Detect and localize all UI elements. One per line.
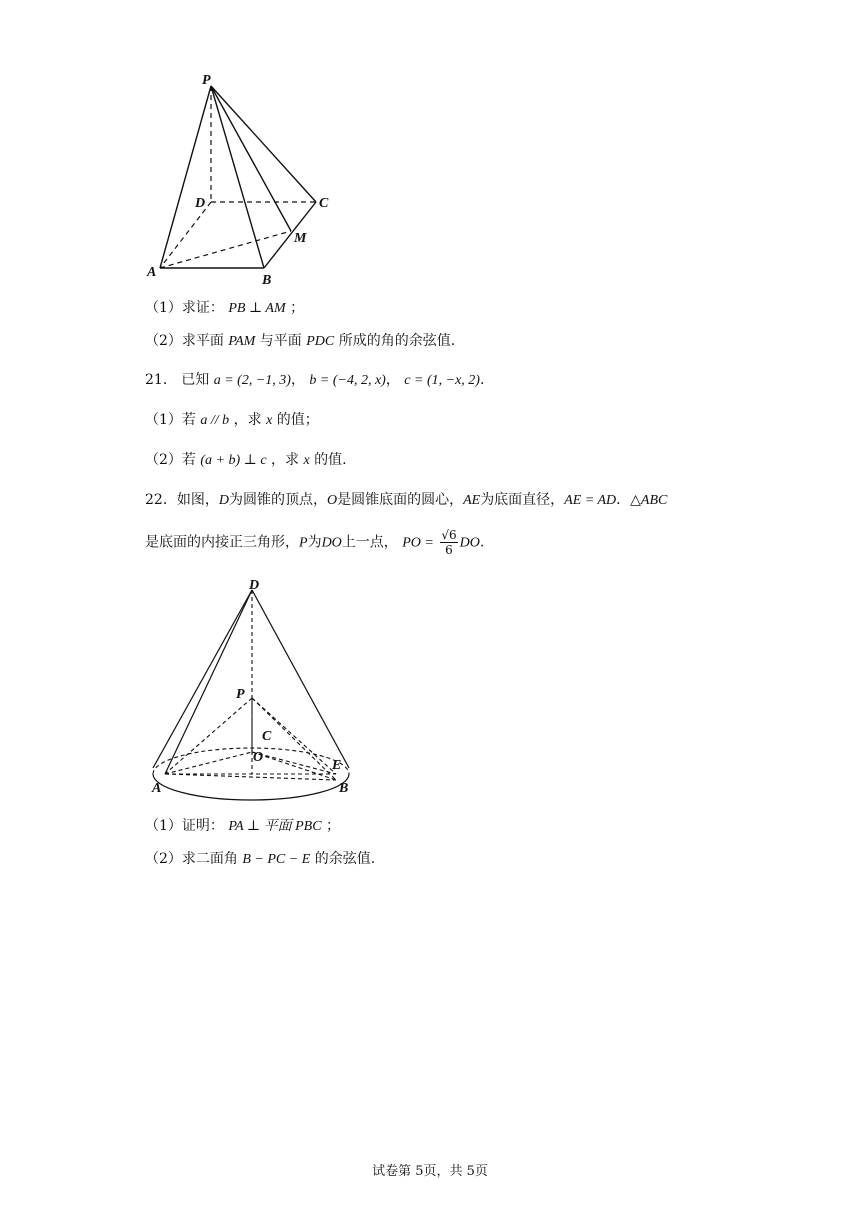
q21-number: 21． — [145, 372, 177, 388]
q21-c-def: c = (1, −x, 2) — [404, 373, 480, 388]
q21-end: . — [479, 372, 485, 388]
q22-sub2-math: B − PC − E — [242, 852, 311, 867]
q22-sub2-suffix: 的余弦值. — [314, 851, 376, 867]
q21-sub2-suffix: 的值. — [314, 452, 347, 468]
edge-AM — [160, 231, 291, 268]
q22-l2-PO: PO = — [402, 535, 434, 551]
label-C: C — [262, 729, 272, 744]
q22-sub1 — [145, 816, 340, 837]
q22-sub2-prefix: （2）求二面角 — [145, 851, 238, 867]
label-D: D — [249, 578, 260, 593]
q21-sep2: ， — [385, 372, 400, 388]
q21-sub1 — [145, 410, 319, 431]
q21-sub2-var: x — [303, 453, 310, 468]
q22-sub1-suffix: ； — [325, 818, 340, 834]
label-P: P — [202, 73, 211, 88]
edge-PC — [211, 86, 316, 202]
chord-AB — [165, 774, 336, 780]
pyramid-figure — [140, 70, 340, 290]
q22-l2a: 是底面的内接正三角形， — [145, 534, 299, 551]
edge-PM — [211, 86, 291, 231]
edge-PA — [160, 86, 211, 268]
q21-a-def: a = (2, −1, 3) — [213, 373, 291, 388]
q22-l1-eq: AE = AD — [564, 493, 617, 508]
q20-sub1-prefix: （1）求证： — [145, 300, 224, 316]
q20-sub2-math2: PDC — [306, 334, 335, 349]
chord-CE — [252, 752, 336, 774]
pyramid-svg — [140, 70, 340, 290]
q22-l1-tri: △ABC — [630, 493, 668, 508]
edge-BC — [264, 202, 316, 268]
q21-stem — [145, 370, 484, 391]
q22-number: 22． — [145, 492, 177, 508]
q22-l1-D: D — [218, 493, 229, 508]
q20-sub2-math1: PAM — [228, 334, 256, 349]
label-C: C — [319, 196, 329, 211]
q22-l1-O: O — [326, 493, 338, 508]
q21-sub1-var: x — [266, 413, 273, 428]
q21-sep1: ， — [290, 372, 305, 388]
q20-sub1-suffix: ； — [290, 300, 305, 316]
label-D: D — [195, 196, 206, 211]
q20-sub2-suffix: 所成的角的余弦值. — [338, 333, 456, 349]
q20-sub2-prefix: （2）求平面 — [145, 333, 224, 349]
q22-line1 — [145, 490, 667, 511]
q22-l1a: 如图， — [176, 492, 219, 508]
q20-sub1-math: PB ⊥ AM — [228, 301, 286, 316]
q22-l1d: 为底面直径， — [480, 492, 565, 508]
label-B: B — [262, 273, 272, 288]
q22-l2-DO2: DO — [459, 535, 480, 551]
q21-sub2-prefix: （2）若 — [145, 452, 196, 468]
base-front-arc — [153, 774, 349, 800]
q22-sub2 — [145, 849, 375, 870]
q21-b-def: b = (−4, 2, x) — [309, 373, 386, 388]
q21-sub2-mid: ，求 — [270, 452, 299, 468]
label-P: P — [236, 687, 245, 702]
label-M: M — [294, 231, 307, 246]
q22-sub1-prefix: （1）证明： — [145, 818, 224, 834]
q21-sub1-math: a // b — [200, 413, 230, 428]
q22-l2-end: . — [479, 534, 485, 551]
q22-l1b: 为圆锥的顶点， — [228, 492, 327, 508]
q21-sub2 — [145, 450, 347, 471]
label-O: O — [253, 750, 264, 765]
q21-sub1-suffix: 的值； — [276, 412, 319, 428]
q21-sub1-mid: ，求 — [233, 412, 262, 428]
generatrix-DA — [165, 590, 252, 774]
q20-sub1 — [145, 298, 304, 319]
q22-l2c: 上一点， — [341, 534, 398, 551]
q22-frac-den: 6 — [445, 543, 453, 557]
cone-svg — [145, 575, 365, 800]
cone-figure — [145, 575, 365, 800]
label-E: E — [332, 758, 342, 773]
q22-l1e: ． — [616, 492, 631, 508]
q22-frac-num: √6 — [441, 528, 457, 542]
label-B: B — [339, 781, 349, 796]
label-A: A — [152, 781, 162, 796]
q22-l2b: 为 — [307, 534, 322, 551]
q22-line2 — [145, 528, 484, 558]
q22-l2-P: P — [299, 535, 308, 551]
q22-fraction — [440, 528, 457, 557]
q20-sub2-mid: 与平面 — [259, 333, 302, 349]
q21-stem-prefix: 已知 — [181, 372, 210, 388]
edge-DA — [160, 202, 211, 268]
q22-l1c: 是圆锥底面的圆心， — [337, 492, 464, 508]
q22-sub1-math: PA ⊥ 平面 PBC — [228, 819, 322, 834]
q22-l2-DO: DO — [321, 535, 342, 551]
q21-sub2-math: (a + b) ⊥ c — [200, 453, 267, 468]
q22-l1-AE: AE — [463, 493, 481, 508]
q20-sub2 — [145, 331, 455, 352]
page-footer: 试卷第 5页，共 5页 — [372, 1164, 488, 1179]
q21-sub1-prefix: （1）若 — [145, 412, 196, 428]
label-A: A — [147, 265, 157, 280]
